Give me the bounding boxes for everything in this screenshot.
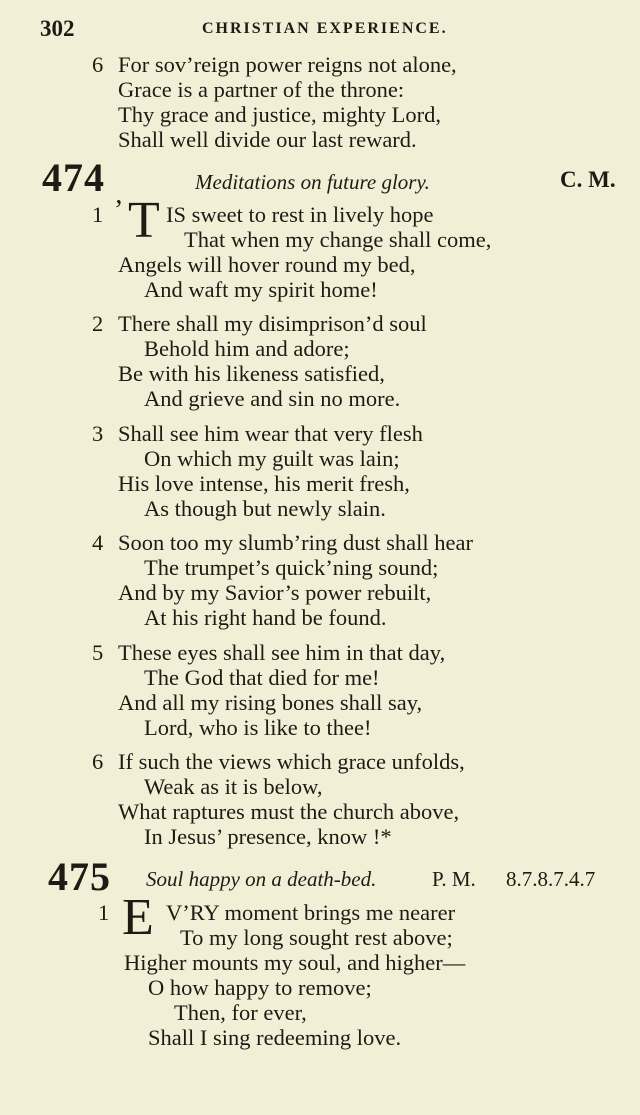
- running-title: CHRISTIAN EXPERIENCE.: [202, 20, 448, 37]
- page-header: [0, 14, 640, 44]
- verse-line: In Jesus’ presence, know !*: [144, 824, 392, 849]
- verse-line: Grace is a partner of the throne:: [118, 77, 405, 102]
- hymn-number: 474: [42, 155, 105, 200]
- verse-line: V’RY moment brings me nearer: [166, 900, 456, 925]
- verse-line: Then, for ever,: [174, 1000, 307, 1025]
- verse-line: For sov’reign power reigns not alone,: [118, 52, 457, 77]
- verse-number: 1: [92, 202, 104, 227]
- verse-number: 4: [92, 530, 104, 555]
- verse-number: 6: [92, 52, 104, 77]
- verse-line: These eyes shall see him in that day,: [118, 640, 446, 665]
- verse-line: Shall see him wear that very flesh: [118, 421, 423, 446]
- verse-line: Behold him and adore;: [144, 336, 350, 361]
- drop-cap: T: [128, 192, 160, 249]
- verse-line: And by my Savior’s power rebuilt,: [118, 580, 432, 605]
- verse-line: On which my guilt was lain;: [144, 446, 400, 471]
- hymn-title: Soul happy on a death-bed.: [146, 867, 377, 891]
- verse-line: If such the views which grace unfolds,: [118, 749, 465, 774]
- opening-apostrophe: ’: [114, 195, 124, 226]
- verse-line: As though but newly slain.: [144, 496, 386, 521]
- verse-line: Soon too my slumb’ring dust shall hear: [118, 530, 473, 555]
- verse-line: His love intense, his merit fresh,: [118, 471, 410, 496]
- verse-number: 1: [98, 900, 110, 925]
- verse-line: O how happy to remove;: [148, 975, 372, 1000]
- verse-line: Weak as it is below,: [144, 774, 323, 799]
- verse-line: Lord, who is like to thee!: [144, 715, 372, 740]
- verse-line: Higher mounts my soul, and higher—: [124, 950, 466, 975]
- verse-line: To my long sought rest above;: [180, 925, 453, 950]
- verse-line: There shall my disimprison’d soul: [118, 311, 427, 336]
- verse-line: Be with his likeness satisfied,: [118, 361, 385, 386]
- page-number: 302: [40, 16, 75, 41]
- verse-line: Shall well divide our last reward.: [118, 127, 417, 152]
- verse-number: 5: [92, 640, 104, 665]
- verse-line: Angels will hover round my bed,: [118, 252, 416, 277]
- verse-line: What raptures must the church above,: [118, 799, 460, 824]
- verse-line: Thy grace and justice, mighty Lord,: [118, 102, 442, 127]
- hymn-meter: 8.7.8.7.4.7: [506, 867, 596, 891]
- verse-line: That when my change shall come,: [184, 227, 492, 252]
- hymn-number: 475: [48, 854, 111, 899]
- verse-line: The trumpet’s quick’ning sound;: [144, 555, 439, 580]
- verse-line: And grieve and sin no more.: [144, 386, 401, 411]
- verse-line: IS sweet to rest in lively hope: [166, 202, 434, 227]
- verse-line: The God that died for me!: [144, 665, 380, 690]
- hymn-meter-label: P. M.: [432, 867, 476, 891]
- verse-number: 6: [92, 749, 104, 774]
- hymn-title: Meditations on future glory.: [195, 170, 430, 194]
- verse-line: At his right hand be found.: [144, 605, 387, 630]
- hymn-meter: C. M.: [560, 167, 616, 192]
- verse-line: Shall I sing redeeming love.: [148, 1025, 402, 1050]
- verse-number: 2: [92, 311, 104, 336]
- verse-line: And all my rising bones shall say,: [118, 690, 423, 715]
- drop-cap: E: [122, 889, 154, 946]
- verse-number: 3: [92, 421, 104, 446]
- verse-line: And waft my spirit home!: [144, 277, 378, 302]
